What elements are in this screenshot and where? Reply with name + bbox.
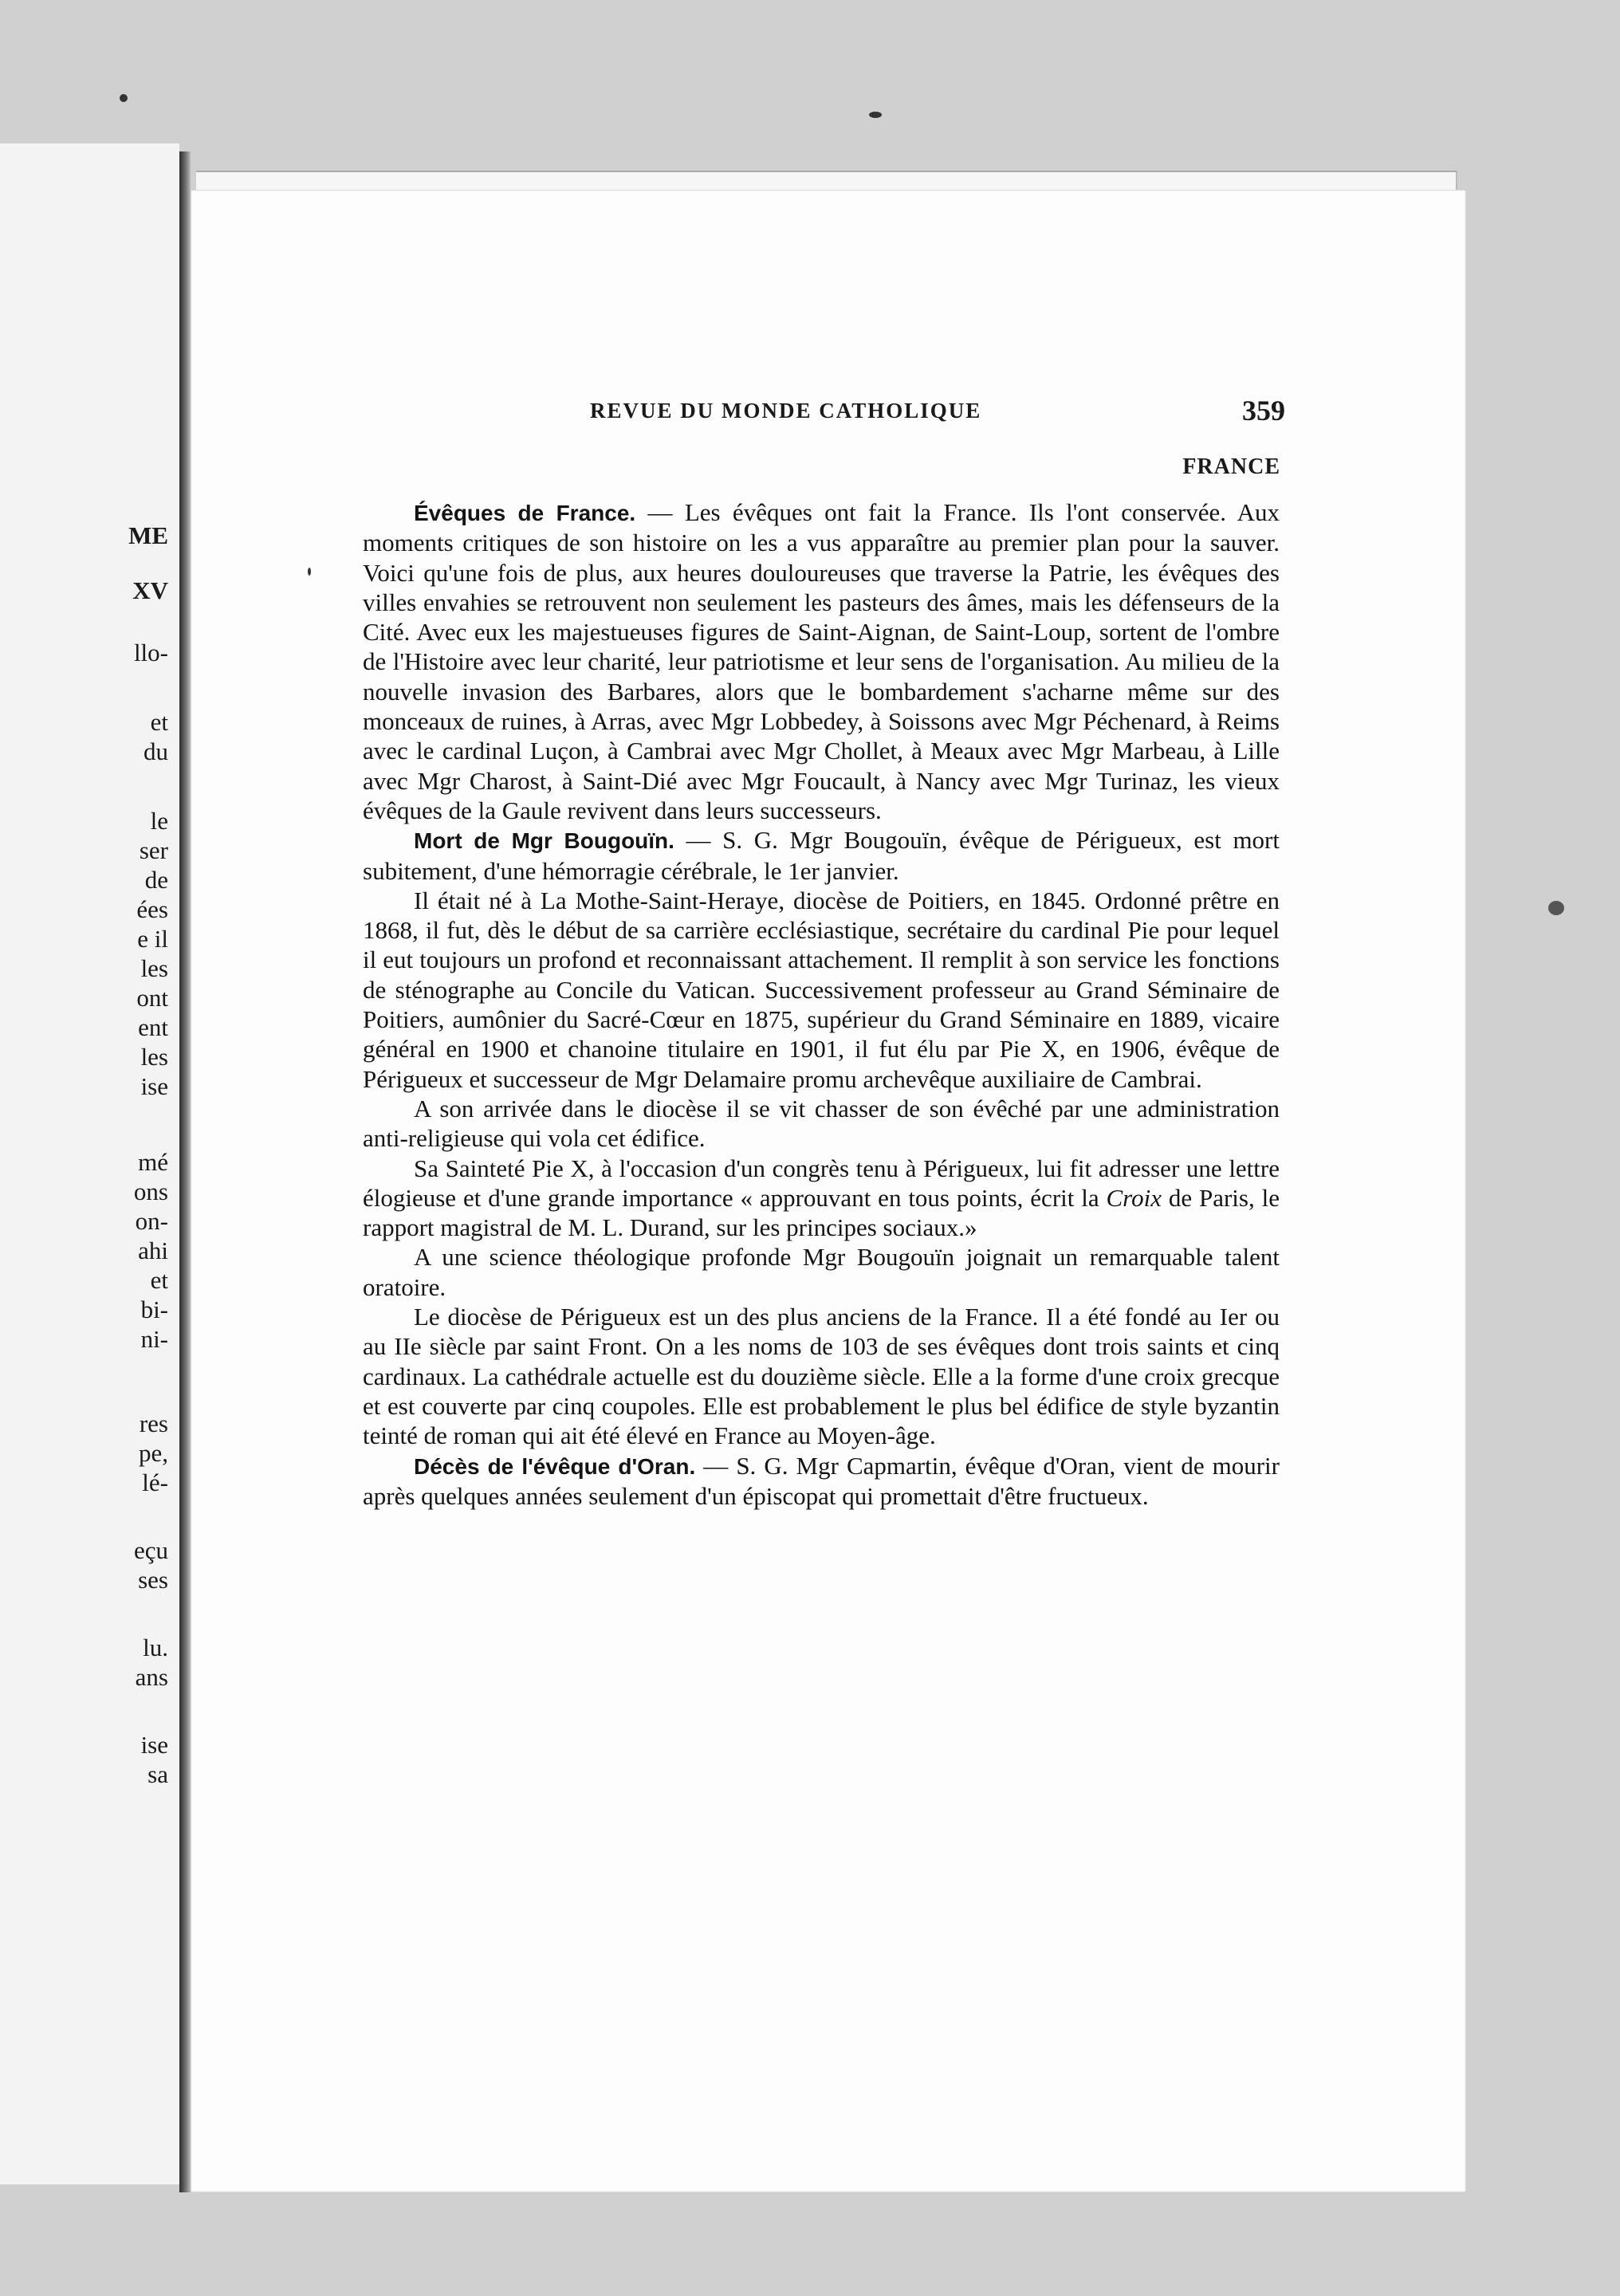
left-fragment: on- bbox=[135, 1207, 168, 1235]
left-fragment: ise bbox=[140, 1731, 168, 1759]
left-fragment: ni- bbox=[140, 1325, 168, 1353]
article-lead: Décès de l'évêque d'Oran. bbox=[414, 1453, 696, 1479]
left-fragment: eçu bbox=[133, 1536, 168, 1564]
article-paragraph: A son arrivée dans le diocèse il se vit chasser de son évêché par une administration anti-religieuse qui vola cet édifice. bbox=[363, 1094, 1280, 1153]
left-fragment: de bbox=[144, 866, 168, 894]
left-fragment: ME bbox=[128, 521, 168, 549]
left-fragment: les bbox=[140, 954, 168, 982]
section-title: FRANCE bbox=[1182, 454, 1280, 479]
left-fragment: du bbox=[144, 737, 168, 765]
article-lead: Évêques de France. bbox=[414, 501, 636, 525]
article-body bbox=[363, 497, 1280, 1511]
left-fragment: mé bbox=[138, 1148, 168, 1176]
article-paragraph: Le diocèse de Périgueux est un des plus anciens de la France. Il a été fondé au Ier ou au IIe siècle par saint Front. On a les noms de 103 de ses évêques dont trois saints et cinq cardinaux. La cathédrale actuelle est du douzième siècle. Elle a la forme d'une croix grecque et est couverte par cinq coupoles. Elle est probablement le plus bel édifice de style byzantin teinté de roman qui ait été élevé en France au Moyen-âge. bbox=[363, 1303, 1280, 1450]
article-lead: Mort de Mgr Bougouïn. bbox=[414, 828, 674, 854]
page-number: 359 bbox=[1242, 395, 1285, 427]
left-fragment: llo- bbox=[133, 639, 168, 666]
left-fragment: ont bbox=[136, 984, 168, 1012]
scan-speck bbox=[1548, 901, 1564, 915]
left-fragment: les bbox=[140, 1043, 168, 1071]
left-fragment: bi- bbox=[140, 1295, 168, 1323]
scan-speck bbox=[308, 568, 311, 576]
left-fragment: ise bbox=[140, 1072, 168, 1100]
left-fragment: ans bbox=[135, 1663, 168, 1691]
article-paragraph: Il était né à La Mothe-Saint-Heraye, diocèse de Poitiers, en 1845. Ordonné prêtre en 1868, il fut, dès le début de sa carrière ecclésiastique, secrétaire du cardinal Pie pour lequel il eut toujours un profond et reconnaissant attachement. Il remplit à son service les fonctions de sténographe au Concile du Vatican. Successivement professeur au Grand Séminaire de Poitiers, aumônier du Sacré-Cœur en 1875, supérieur du Grand Séminaire en 1889, vicaire général en 1900 et chanoine titulaire en 1901, il fut élu par Pie X, en 1906, évêque de Périgueux et successeur de Mgr Delamaire promu archevêque auxiliaire de Cambrai. bbox=[363, 886, 1280, 1093]
left-fragment: lé- bbox=[142, 1468, 168, 1496]
newspaper-title: Croix bbox=[1106, 1183, 1162, 1212]
left-fragment: ent bbox=[138, 1013, 168, 1041]
left-fragment: et bbox=[150, 708, 168, 736]
left-fragment: XV bbox=[132, 576, 168, 604]
left-fragment: lu. bbox=[143, 1634, 168, 1661]
left-fragment: ées bbox=[136, 895, 168, 923]
left-fragment: ons bbox=[133, 1177, 168, 1205]
running-header bbox=[399, 395, 1285, 431]
article-paragraph: Évêques de France. — Les évêques ont fait la France. Ils l'ont conservée. Aux moments critiques de son histoire on les a vus apparaître au premier plan pour la sauver. Voici qu'une fois de plus, aux heures douloureuses que traverse la Patrie, les évêques des villes envahies se retrouvent non seulement les pasteurs des âmes, mais les défenseurs de la Cité. Avec eux les majestueuses figures de Saint-Aignan, de Saint-Loup, sortent de l'ombre de l'Histoire avec leur charité, leur patriotisme et leur sens de l'organisation. Au milieu de la nouvelle invasion des Barbares, alors que le bombardement s'acharne même sur des monceaux de ruines, à Arras, avec Mgr Lobbedey, à Soissons avec Mgr Péchenard, à Reims avec le cardinal Luçon, à Cambrai avec Mgr Chollet, à Meaux avec Mgr Marbeau, à Lille avec Mgr Charost, à Saint-Dié avec Mgr Foucault, à Nancy avec Mgr Turinaz, les vieux évêques de la Gaule revivent dans leurs successeurs. bbox=[363, 498, 1280, 824]
article-paragraph: Mort de Mgr Bougouïn. — S. G. Mgr Bougouïn, évêque de Périgueux, est mort subitement, d'une hémorragie cérébrale, le 1er janvier. bbox=[363, 826, 1280, 885]
running-title: REVUE DU MONDE CATHOLIQUE bbox=[590, 399, 982, 423]
article-paragraph: Sa Sainteté Pie X, à l'occasion d'un congrès tenu à Périgueux, lui fit adresser une lettre élogieuse et d'une grande importance « approuvant en tous points, écrit la Croix de Paris, le rapport magistral de M. L. Durand, sur les principes sociaux.» bbox=[363, 1154, 1280, 1242]
left-fragment: sa bbox=[147, 1760, 168, 1788]
scan-speck bbox=[120, 94, 128, 102]
left-fragment: ser bbox=[139, 836, 168, 864]
left-fragment: et bbox=[150, 1266, 168, 1294]
scan-speck bbox=[869, 112, 882, 118]
article-paragraph: A une science théologique profonde Mgr Bougouïn joignait un remarquable talent oratoire. bbox=[363, 1243, 1280, 1301]
left-fragment: le bbox=[150, 807, 168, 835]
article-paragraph: Décès de l'évêque d'Oran. — S. G. Mgr Capmartin, évêque d'Oran, vient de mourir après quelques années seulement d'un épiscopat qui promettait d'être fructueux. bbox=[363, 1451, 1280, 1510]
left-fragment: e il bbox=[137, 925, 168, 953]
page-gutter-shadow bbox=[179, 151, 191, 2192]
previous-page bbox=[0, 144, 179, 2184]
left-fragment: ahi bbox=[138, 1236, 168, 1264]
left-fragment: pe, bbox=[138, 1439, 168, 1467]
left-fragment: ses bbox=[138, 1566, 168, 1594]
left-fragment: res bbox=[139, 1409, 168, 1437]
